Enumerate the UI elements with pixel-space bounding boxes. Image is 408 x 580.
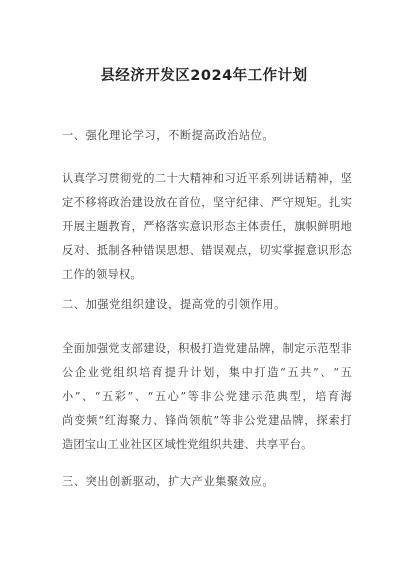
section-body-1 [62,167,352,287]
paragraph-line: 反对、抵制各种错误思想、错误观点，切实掌握意识形态 [62,244,352,257]
paragraph-line: 定不移将政治建设放在首位，坚守纪律、严守规矩。扎实 [62,196,352,209]
paragraph-line: 尚变频“红海聚力、锋尚领航”等非公党建品牌，探索打 [62,414,352,427]
paragraph-line: 开展主题教育，严格落实意识形态主体责任，旗帜鲜明地 [62,220,352,233]
paragraph-line: 全面加强党支部建设，积极打造党建品牌，制定示范型非 [62,342,352,355]
document-title: 县经济开发区2024年工作计划 [100,68,308,84]
section-heading-2: 二、加强党组织建设，提高党的引领作用。 [62,298,286,311]
section-heading-1: 一、强化理论学习，不断提高政治站位。 [62,129,275,142]
paragraph-line: 公企业党组织培育提升计划，集中打造“五共”、“五 [62,366,352,379]
paragraph-line: 小”、“五彩”、“五心”等非公党建示范典型，培育海 [62,390,352,403]
paragraph-line: 工作的领导权。 [62,268,142,281]
section-body-2 [62,337,352,457]
paragraph-line: 造团宝山工业社区区域性党组织共建、共享平台。 [62,438,313,451]
section-heading-3: 三、突出创新驱动，扩大产业集聚效应。 [62,475,275,488]
paragraph-line: 认真学习贯彻党的二十大精神和习近平系列讲话精神，坚 [62,172,352,185]
